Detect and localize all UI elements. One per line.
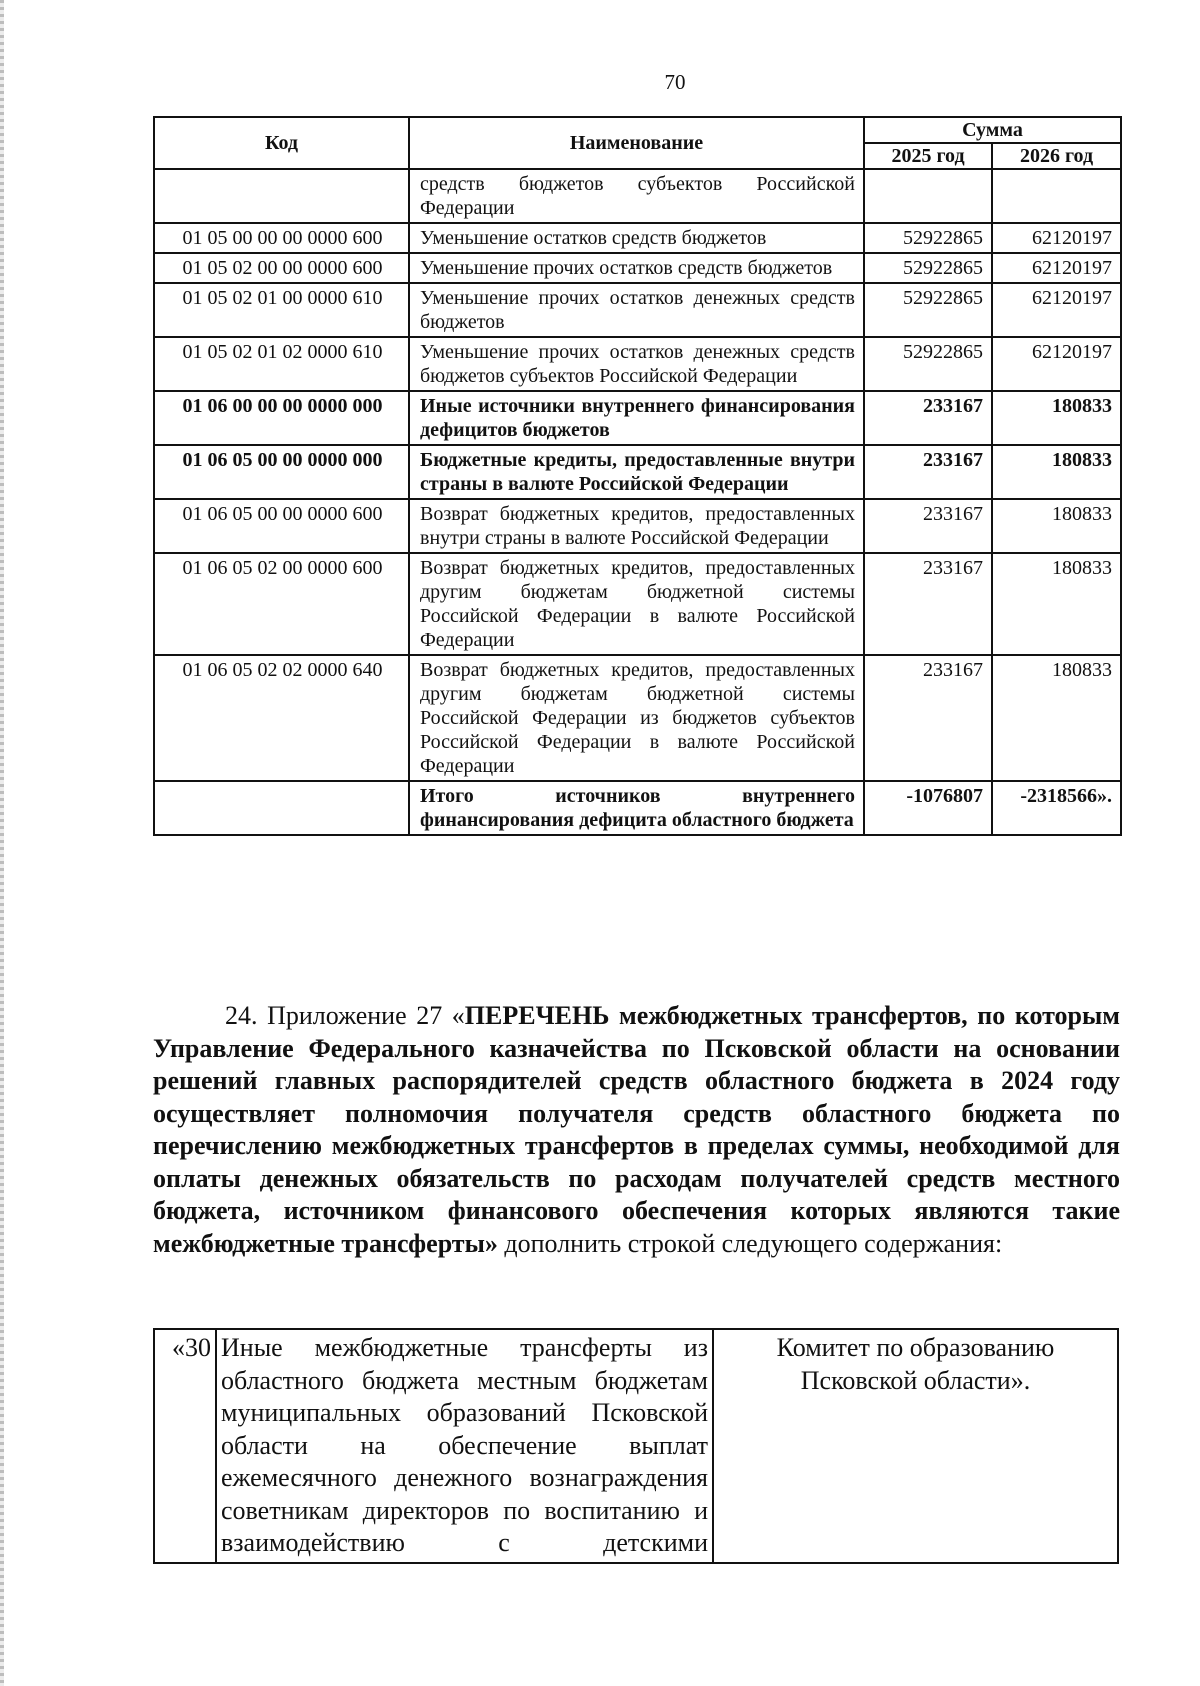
row-code: 01 05 02 01 02 0000 610 [154,337,409,391]
table-row [154,391,1121,445]
row-code: 01 06 05 02 00 0000 600 [154,553,409,655]
row-value-2026: 180833 [992,499,1121,553]
budget-sources-table [153,116,1122,836]
table-row [154,223,1121,253]
row-code: 01 06 05 00 00 0000 000 [154,445,409,499]
scan-edge [0,0,4,1686]
row-value-2025: 233167 [864,553,992,655]
row-name: Уменьшение прочих остатков денежных средств бюджетов субъектов Российской Федерации [409,337,864,391]
header-year-2026: 2026 год [992,143,1121,169]
row-name: Уменьшение прочих остатков средств бюджетов [409,253,864,283]
row-value-2025: 233167 [864,655,992,781]
row-value-2025: 52922865 [864,253,992,283]
row-name: Бюджетные кредиты, предоставленные внутри страны в валюте Российской Федерации [409,445,864,499]
table-row [154,253,1121,283]
paragraph-tail: дополнить строкой следующего содержания: [497,1228,1003,1258]
organization-name: Комитет по образованию Псковской области». [713,1329,1118,1563]
row-code: 01 05 02 01 00 0000 610 [154,283,409,337]
row-code [154,169,409,223]
table-row [154,169,1121,223]
header-year-2025: 2025 год [864,143,992,169]
row-value-2025: 52922865 [864,223,992,253]
row-value-2025: 233167 [864,391,992,445]
table-row-total [154,781,1121,835]
row-code: 01 06 05 02 02 0000 640 [154,655,409,781]
row-value-2026 [992,169,1121,223]
row-value-2025: 52922865 [864,283,992,337]
appendix-title: ПЕРЕЧЕНЬ межбюджетных трансфертов, по которым Управление Федерального казначейства по Псковской области на основании решений главных распорядителей средств областного бюджета в 2024 году осуществляет полномочия получателя средств областного бюджета по перечислению межбюджетных трансфертов в пределах суммы, необходимой для оплаты денежных обязательств по расходам получателей средств местного бюджета, источником финансового обеспечения которых являются такие межбюджетные трансферты» [153,1001,1121,1258]
row-name: Возврат бюджетных кредитов, предоставленных другим бюджетам бюджетной системы Российской Федерации в валюте Российской Федерации [409,553,864,655]
table-row [154,337,1121,391]
row-value-2025: 233167 [864,499,992,553]
row-code: 01 06 05 00 00 0000 600 [154,499,409,553]
page-number: 70 [664,70,686,94]
row-name: Возврат бюджетных кредитов, предоставленных другим бюджетам бюджетной системы Российской Федерации из бюджетов субъектов Российской Федерации в валюте Российской Федерации [409,655,864,781]
table-row [154,445,1121,499]
row-value-2026: 62120197 [992,337,1121,391]
transfer-name: Иные межбюджетные трансферты из областного бюджета местным бюджетам муниципальных образований Псковской области на обеспечение выплат ежемесячного денежного вознаграждения советникам директоров по воспитанию и взаимодействию с детскими [216,1329,713,1563]
row-value-2026: 62120197 [992,283,1121,337]
table-row [154,1329,1118,1563]
row-code: 01 05 02 00 00 0000 600 [154,253,409,283]
row-value-2026: 62120197 [992,253,1121,283]
row-value-2026: 180833 [992,553,1121,655]
table-row [154,553,1121,655]
paragraph-lead: 24. Приложение 27 « [225,1001,465,1030]
appendix-27-row-table [153,1328,1119,1564]
row-value-2026: -2318566». [992,781,1121,835]
row-name: Уменьшение прочих остатков денежных средств бюджетов [409,283,864,337]
row-code: 01 06 00 00 00 0000 000 [154,391,409,445]
row-value-2025 [864,169,992,223]
row-code [154,781,409,835]
table-row [154,283,1121,337]
header-sum: Сумма [864,117,1121,143]
row-value-2025: 52922865 [864,337,992,391]
row-value-2026: 180833 [992,445,1121,499]
row-value-2026: 180833 [992,655,1121,781]
row-value-2025: -1076807 [864,781,992,835]
row-value-2025: 233167 [864,445,992,499]
amendment-paragraph [153,1000,1120,1260]
table-row [154,499,1121,553]
row-name: Иные источники внутреннего финансирования дефицитов бюджетов [409,391,864,445]
row-number: «30 [154,1329,216,1563]
row-name: Уменьшение остатков средств бюджетов [409,223,864,253]
table-row [154,655,1121,781]
row-name: средств бюджетов субъектов Российской Федерации [409,169,864,223]
row-name: Итого источников внутреннего финансирования дефицита областного бюджета [409,781,864,835]
row-name: Возврат бюджетных кредитов, предоставленных внутри страны в валюте Российской Федерации [409,499,864,553]
header-name: Наименование [409,117,864,169]
header-code: Код [154,117,409,169]
row-value-2026: 180833 [992,391,1121,445]
row-code: 01 05 00 00 00 0000 600 [154,223,409,253]
row-value-2026: 62120197 [992,223,1121,253]
